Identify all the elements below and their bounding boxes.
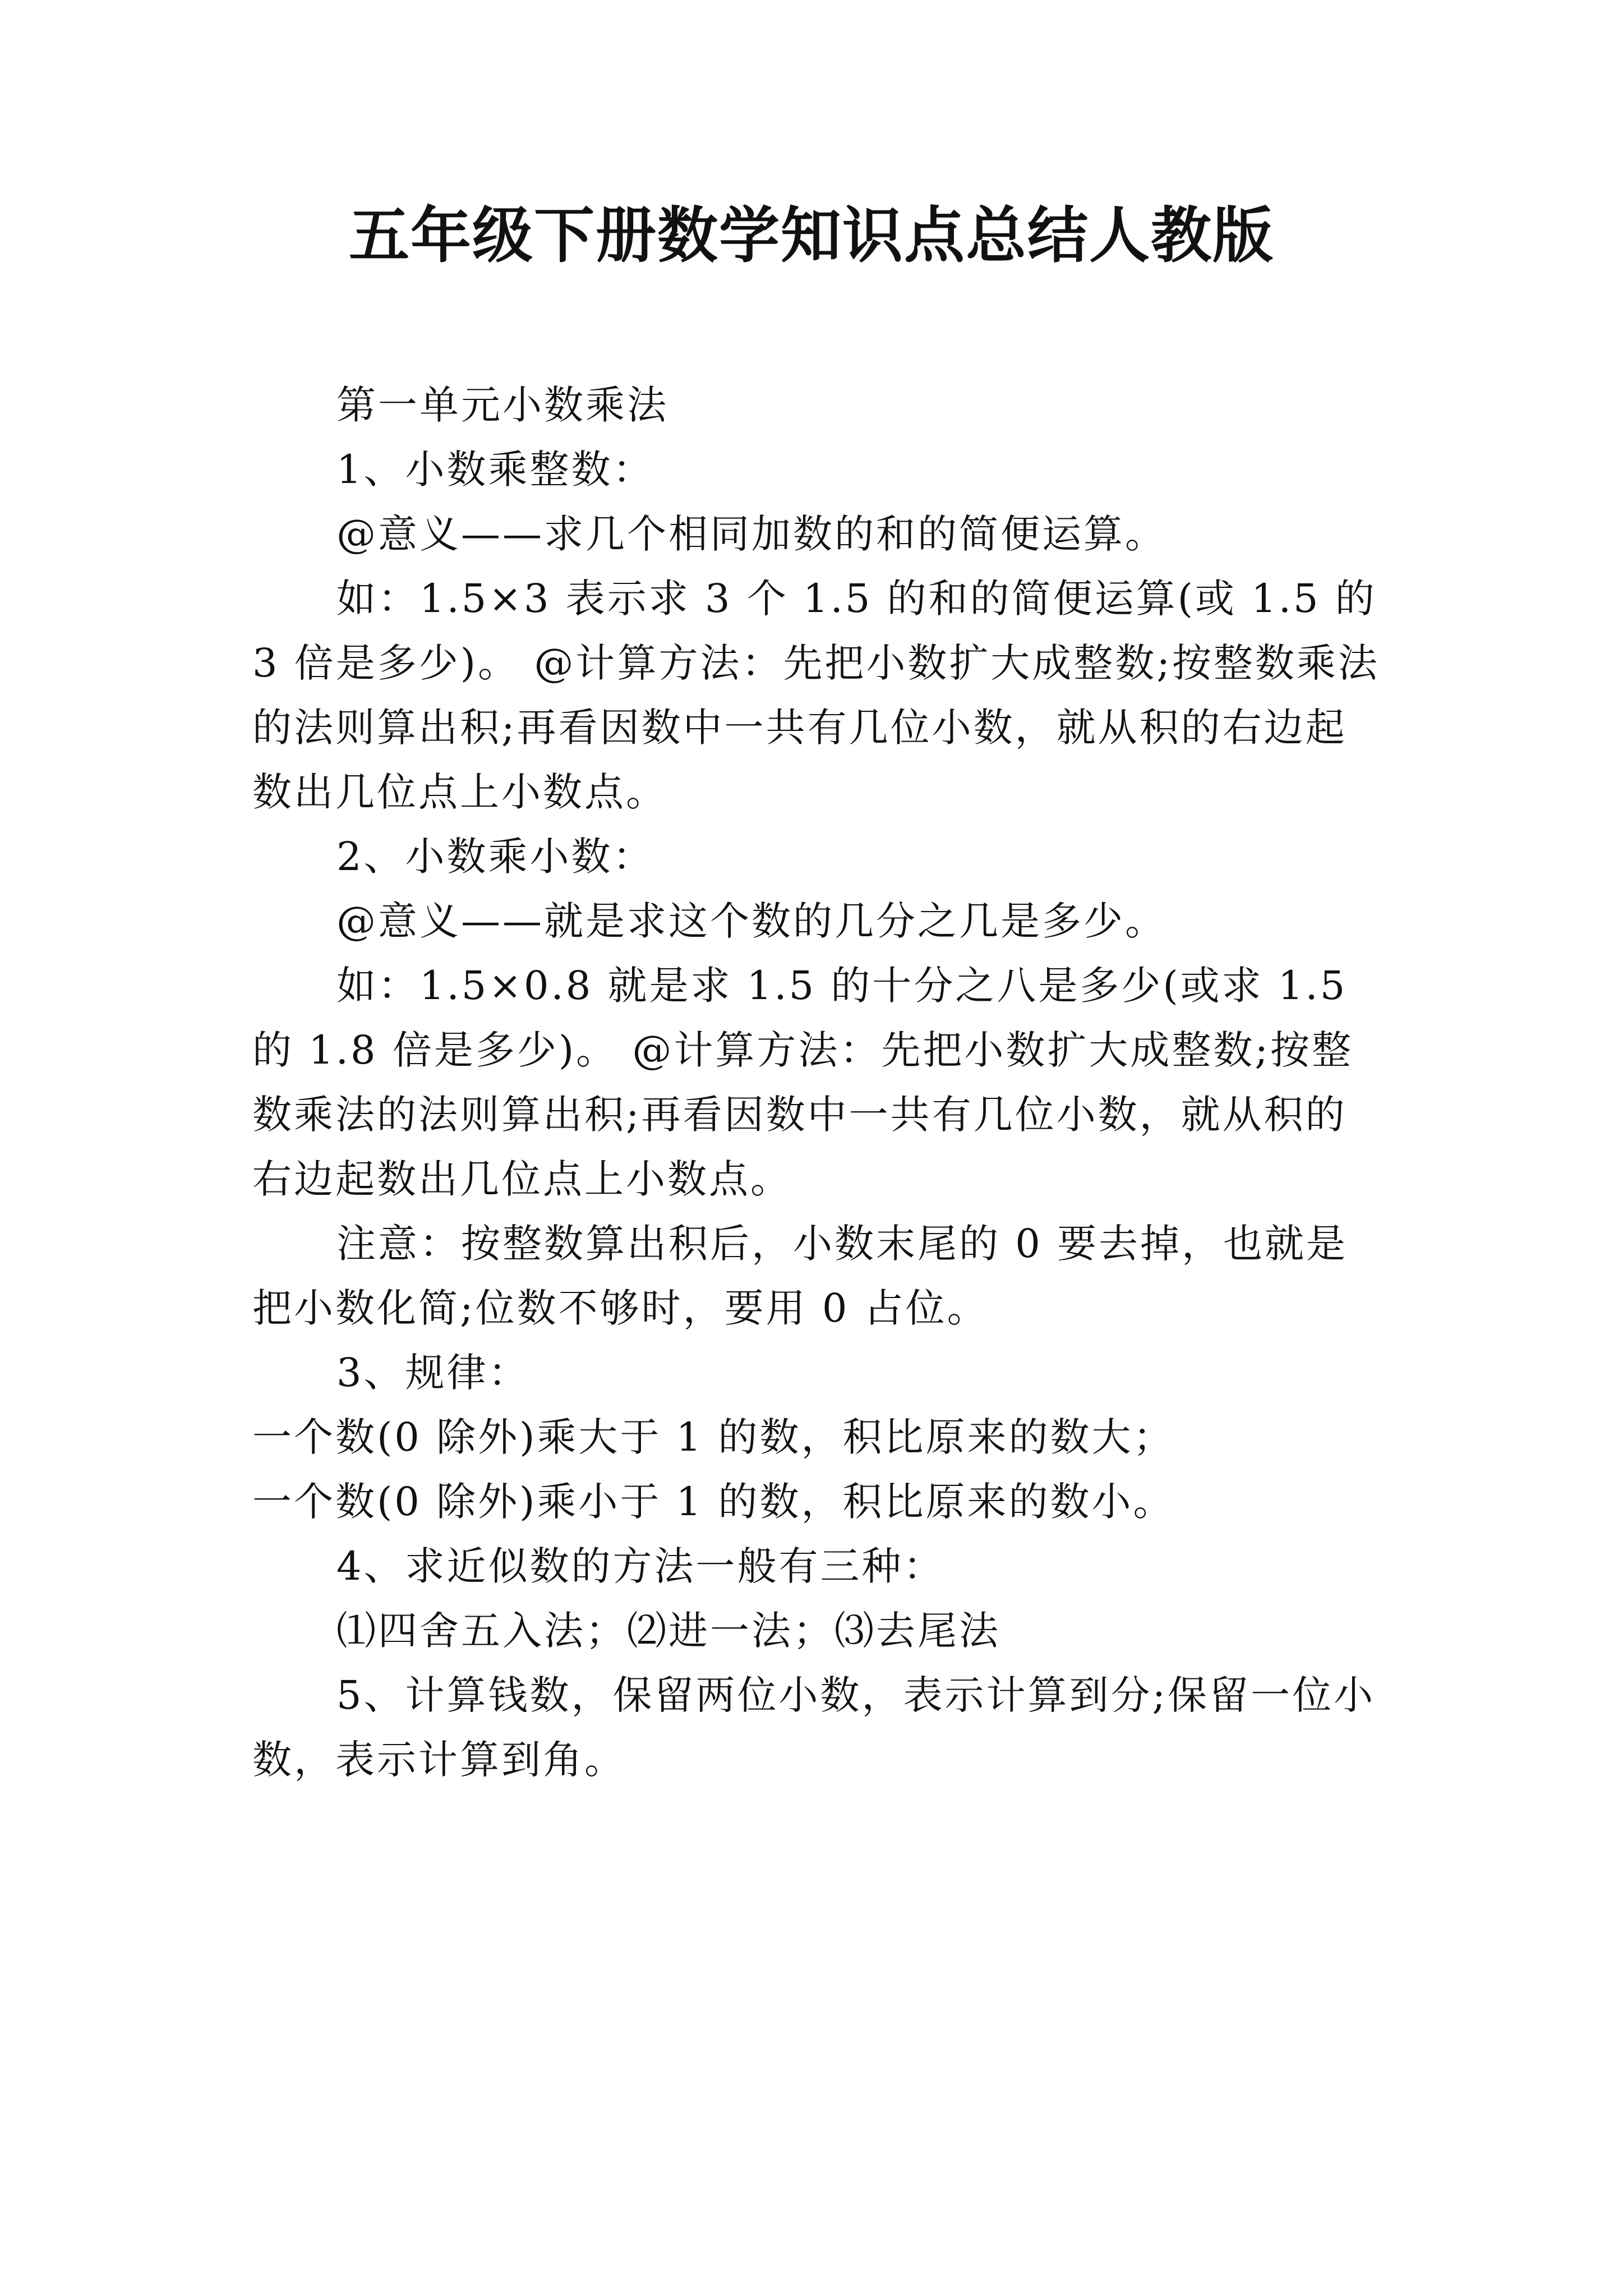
paragraph-meaning-1: @意义——求几个相同加数的和的简便运算。 (336, 511, 1166, 557)
item-heading-2: 2、小数乘小数： (336, 834, 654, 880)
paragraph-meaning-2: @意义——就是求这个数的几分之几是多少。 (336, 898, 1166, 944)
paragraph-rule-less: 一个数(0 除外)乘小于 1 的数，积比原来的数小。 (252, 1479, 1175, 1525)
document-title: 五年级下册数学知识点总结人教版 (348, 200, 1274, 271)
paragraph-approximation-methods: ⑴四舍五入法；⑵进一法；⑶去尾法 (336, 1608, 1000, 1654)
paragraph-rule-greater: 一个数(0 除外)乘大于 1 的数，积比原来的数大； (252, 1414, 1175, 1460)
item-heading-3: 3、规律： (336, 1350, 530, 1396)
paragraph-example-2: 如：1.5×0.8 就是求 1.5 的十分之八是多少(或求 1.5 的 1.8 倍是多少)。 @计算方法：先把小数扩大成整数;按整数乘法的法则算出积;再看因数中一共有几位小数，就从积的右边起数出几位点上小数点。 (252, 963, 1353, 1202)
document-body (252, 373, 1385, 1792)
section-heading-unit-1: 第一单元小数乘法 (336, 382, 668, 428)
paragraph-note: 注意：按整数算出积后，小数末尾的 0 要去掉，也就是把小数化简;位数不够时，要用 0 占位。 (252, 1221, 1348, 1331)
item-heading-4: 4、求近似数的方法一般有三种： (336, 1543, 945, 1589)
paragraph-example-1: 如：1.5×3 表示求 3 个 1.5 的和的简便运算(或 1.5 的 3 倍是多少)。 @计算方法：先把小数扩大成整数;按整数乘法的法则算出积;再看因数中一共有几位小数，就从积的右边起数出几位点上小数点。 (252, 576, 1380, 815)
item-5-money: 5、计算钱数，保留两位小数，表示计算到分;保留一位小数，表示计算到角。 (252, 1672, 1376, 1783)
item-heading-1: 1、小数乘整数： (336, 447, 654, 493)
